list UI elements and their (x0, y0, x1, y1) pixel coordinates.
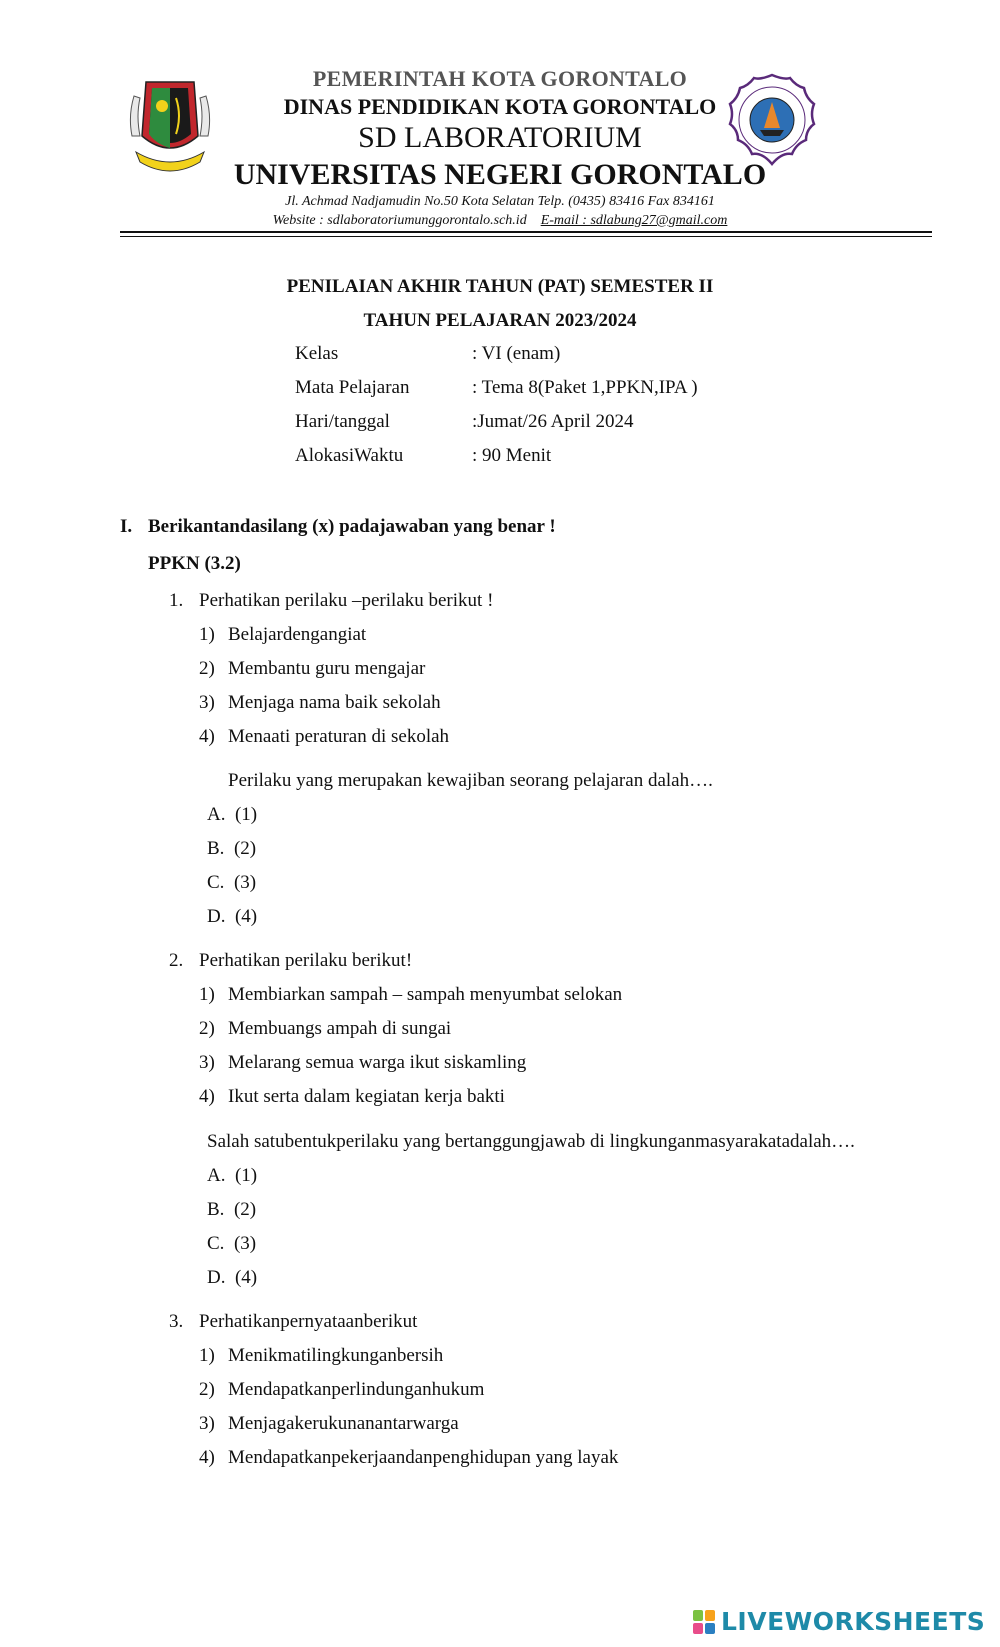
info-label-time: AlokasiWaktu (295, 445, 404, 466)
header-contact (0, 213, 1000, 229)
header-line-1: PEMERINTAH KOTA GORONTALO (312, 66, 688, 91)
option-text: (3) (233, 872, 257, 893)
info-value-date: :Jumat/26 April 2024 (472, 411, 634, 432)
option-text: (1) (234, 1165, 258, 1186)
statement-text: Membuangs ampah di sungai (228, 1018, 452, 1039)
question-number: 3. (169, 1311, 184, 1332)
statement-number: 1) (199, 624, 215, 645)
statement-text: Menjagakerukunanantarwarga (228, 1413, 459, 1434)
option-text: (3) (233, 1233, 257, 1254)
option-text: (2) (233, 1199, 257, 1220)
info-value-time: : 90 Menit (472, 445, 552, 466)
section-instruction: Berikantandasilang (x) padajawaban yang benar ! (148, 516, 556, 537)
liveworksheets-text: LIVEWORKSHEETS (721, 1607, 986, 1636)
statement-text: Ikut serta dalam kegiatan kerja bakti (228, 1086, 505, 1107)
answer-option-b[interactable] (207, 1199, 256, 1221)
question-text: Perhatikan perilaku –perilaku berikut ! (199, 590, 494, 611)
statement-text: Mendapatkanperlindunganhukum (228, 1379, 485, 1400)
option-letter: A. (207, 1165, 226, 1186)
statement-number: 3) (199, 1052, 215, 1073)
question-text: Perhatikan perilaku berikut! (199, 950, 413, 971)
question-number: 1. (169, 590, 184, 611)
statement-text: Menjaga nama baik sekolah (228, 692, 441, 713)
exam-title: PENILAIAN AKHIR TAHUN (PAT) SEMESTER II (286, 276, 714, 297)
statement-number: 2) (199, 1018, 215, 1039)
statement-text: Menaati peraturan di sekolah (228, 726, 450, 747)
answer-option-d[interactable] (207, 1267, 257, 1289)
header-line-2: DINAS PENDIDIKAN KOTA GORONTALO (283, 94, 717, 119)
option-text: (2) (233, 838, 257, 859)
statement-number: 1) (199, 984, 215, 1005)
statement-text: Membantu guru mengajar (228, 658, 426, 679)
info-label-kelas: Kelas (295, 343, 339, 364)
header-rule-thick (120, 231, 932, 233)
option-letter: B. (207, 1199, 225, 1220)
subject-heading: PPKN (3.2) (148, 553, 241, 574)
option-letter: C. (207, 872, 225, 893)
header-email: E-mail : sdlabung27@gmail.com (540, 213, 728, 228)
info-label-date: Hari/tanggal (295, 411, 390, 432)
statement-number: 4) (199, 1447, 215, 1468)
option-letter: A. (207, 804, 226, 825)
statement-number: 3) (199, 1413, 215, 1434)
exam-year: TAHUN PELAJARAN 2023/2024 (363, 310, 637, 331)
question-prompt: Salah satubentukperilaku yang bertanggungjawab di lingkunganmasyarakatadalah…. (207, 1131, 855, 1152)
question-number: 2. (169, 950, 184, 971)
header-rule-thin (120, 236, 932, 237)
header-website: Website : sdlaboratoriumunggorontalo.sch.id (272, 213, 527, 228)
option-text: (4) (234, 1267, 258, 1288)
statement-text: Melarang semua warga ikut siskamling (228, 1052, 527, 1073)
header-address: Jl. Achmad Nadjamudin No.50 Kota Selatan Telp. (0435) 83416 Fax 834161 (285, 194, 715, 209)
answer-option-d[interactable] (207, 906, 257, 928)
info-value-kelas: : VI (enam) (472, 343, 561, 364)
info-value-subject: : Tema 8(Paket 1,PPKN,IPA ) (472, 377, 698, 398)
question-prompt: Perilaku yang merupakan kewajiban seorang pelajaran dalah…. (228, 770, 713, 791)
answer-option-a[interactable] (207, 1165, 257, 1187)
option-text: (4) (234, 906, 258, 927)
option-letter: D. (207, 1267, 226, 1288)
info-label-subject: Mata Pelajaran (295, 377, 410, 398)
header-university-name: UNIVERSITAS NEGERI GORONTALO (233, 158, 767, 191)
statement-number: 2) (199, 658, 215, 679)
question-text: Perhatikanpernyataanberikut (199, 1311, 418, 1332)
statement-text: Membiarkan sampah – sampah menyumbat selokan (228, 984, 623, 1005)
section-roman: I. (120, 516, 133, 537)
header-school-name: SD LABORATORIUM (358, 121, 642, 154)
liveworksheets-icon (693, 1610, 717, 1636)
answer-option-b[interactable] (207, 838, 256, 860)
statement-number: 4) (199, 1086, 215, 1107)
answer-option-c[interactable] (207, 1233, 256, 1255)
statement-number: 4) (199, 726, 215, 747)
statement-text: Mendapatkanpekerjaandanpenghidupan yang layak (228, 1447, 619, 1468)
statement-number: 1) (199, 1345, 215, 1366)
statement-number: 3) (199, 692, 215, 713)
answer-option-a[interactable] (207, 804, 257, 826)
option-letter: B. (207, 838, 225, 859)
answer-option-c[interactable] (207, 872, 256, 894)
option-text: (1) (234, 804, 258, 825)
option-letter: D. (207, 906, 226, 927)
statement-text: Belajardengangiat (228, 624, 367, 645)
statement-number: 2) (199, 1379, 215, 1400)
statement-text: Menikmatilingkunganbersih (228, 1345, 444, 1366)
option-letter: C. (207, 1233, 225, 1254)
